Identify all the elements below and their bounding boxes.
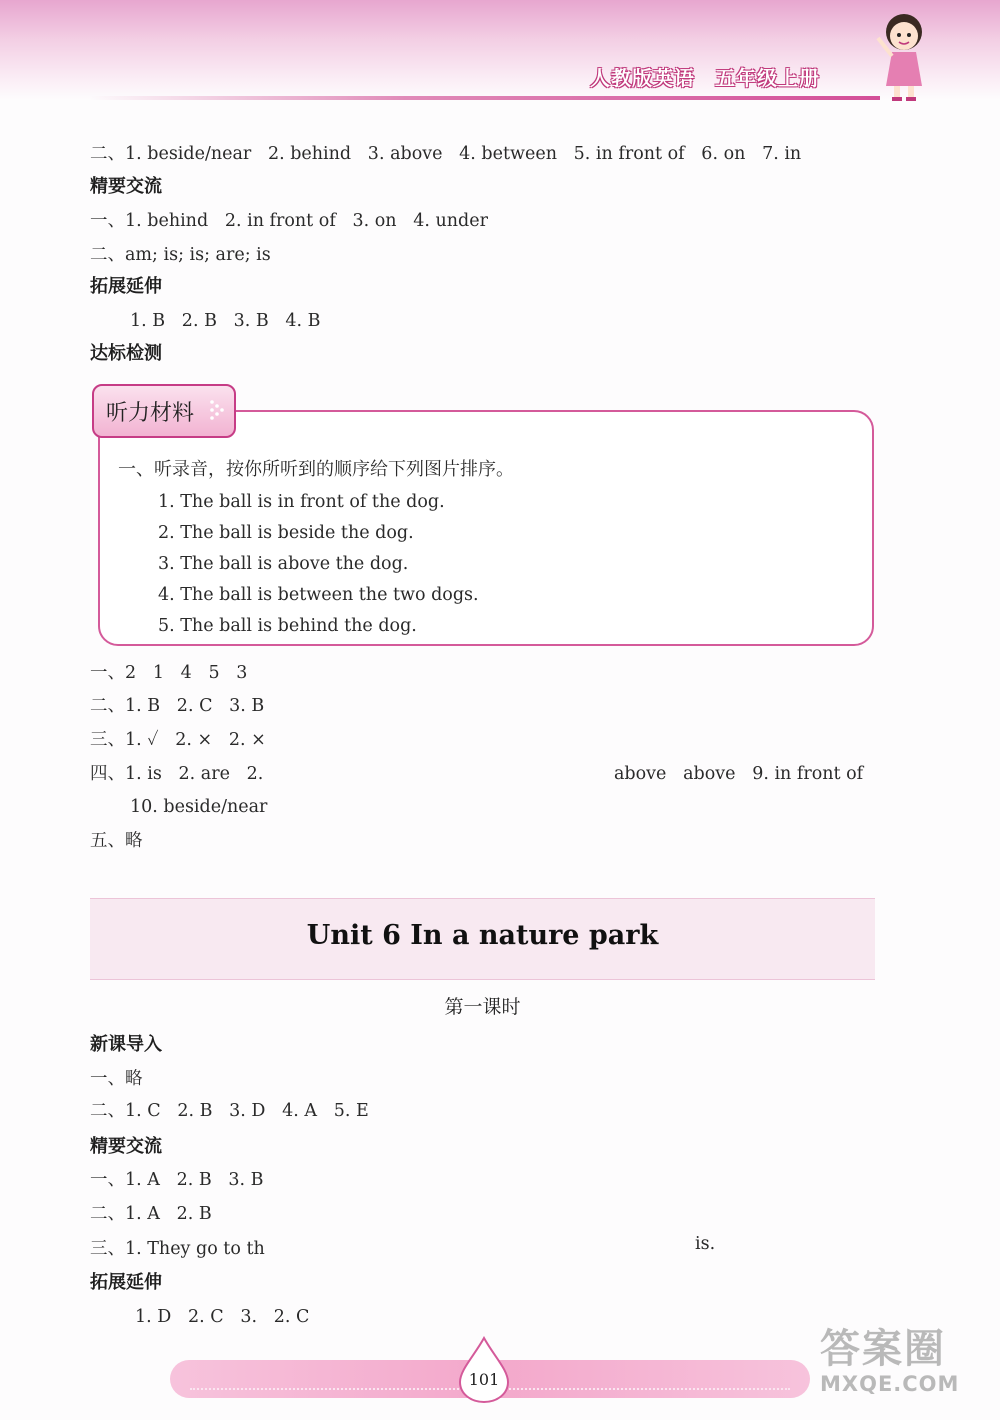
girl-mascot-icon	[870, 8, 940, 104]
answer-line: 1. B 2. B 3. B 4. B	[130, 311, 321, 331]
section-heading: 达标检测	[90, 343, 162, 364]
answer-line: 二、1. B 2. C 3. B	[90, 696, 265, 716]
listening-item: 5. The ball is behind the dog.	[158, 616, 417, 636]
listening-item: 2. The ball is beside the dog.	[158, 523, 414, 543]
section-heading: 精要交流	[90, 176, 162, 197]
dotted-arrow-icon	[208, 398, 228, 422]
answer-line: 二、1. C 2. B 3. D 4. A 5. E	[90, 1101, 369, 1121]
section-heading: 新课导入	[90, 1034, 162, 1055]
answer-line: 一、2 1 4 5 3	[90, 663, 248, 683]
answer-line: 一、1. behind 2. in front of 3. on 4. under	[90, 211, 488, 231]
unit-title: Unit 6 In a nature park	[306, 920, 659, 951]
watermark-top: 答案圈	[820, 1326, 946, 1372]
answer-line: 二、1. A 2. B	[90, 1204, 212, 1224]
listening-item: 1. The ball is in front of the dog.	[158, 492, 445, 512]
header-grade: 五年级上册	[715, 66, 820, 90]
answer-line: 五、略	[90, 831, 143, 851]
section-heading: 拓展延伸	[90, 276, 162, 297]
listening-tab-label: 听力材料	[106, 401, 195, 426]
answer-line: 二、1. beside/near 2. behind 3. above 4. between 5. in front of 6. on 7. in	[90, 144, 802, 164]
header-book: 人教版英语	[590, 66, 695, 90]
listening-item: 4. The ball is between the two dogs.	[158, 585, 479, 605]
answer-line: 四、1. is 2. are 2.	[90, 764, 264, 784]
header-divider	[90, 96, 880, 100]
listening-instruction: 一、听录音，按你所听到的顺序给下列图片排序。	[118, 459, 514, 480]
answer-line: 一、略	[90, 1069, 143, 1089]
section-heading: 精要交流	[90, 1136, 162, 1157]
answer-line: is.	[695, 1234, 716, 1254]
header-band	[0, 0, 1000, 100]
answer-line: 一、1. A 2. B 3. B	[90, 1170, 264, 1190]
lesson-title: 第一课时	[444, 996, 521, 1018]
answer-line: 二、am; is; is; are; is	[90, 245, 271, 265]
header-title	[590, 62, 840, 91]
page-number: 101	[468, 1370, 500, 1389]
answer-line: 10. beside/near	[130, 797, 268, 817]
answer-line: 三、1. ✓ 2. × 2. ×	[90, 730, 266, 750]
listening-item: 3. The ball is above the dog.	[158, 554, 409, 574]
section-heading: 拓展延伸	[90, 1272, 162, 1293]
answer-line: 三、1. They go to th	[90, 1239, 265, 1259]
listening-tab	[92, 384, 236, 438]
watermark-logo	[820, 1326, 990, 1396]
answer-line: 1. D 2. C 3. 2. C	[135, 1307, 310, 1327]
watermark-bottom: MXQE.COM	[820, 1372, 960, 1396]
answer-line: above above 9. in front of	[614, 764, 864, 784]
